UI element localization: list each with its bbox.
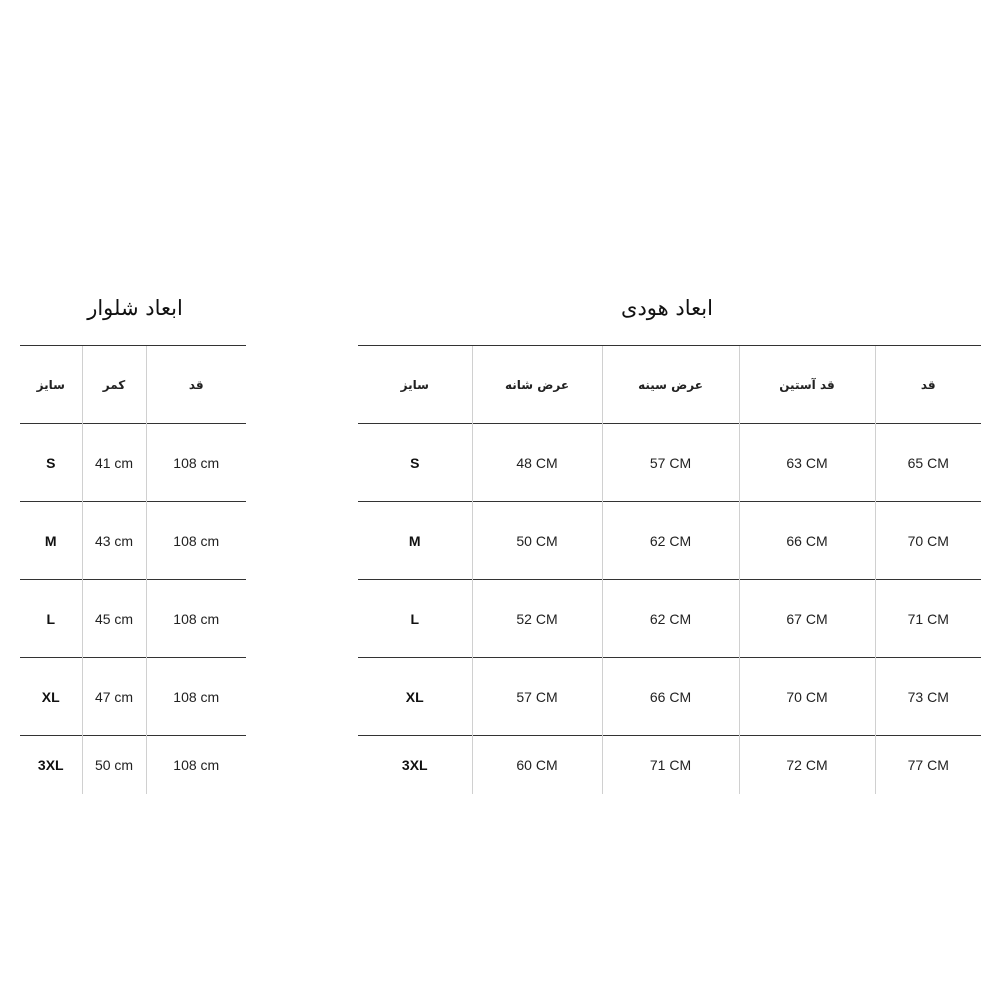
hoodie-header-chest-width: عرض سینه xyxy=(602,346,739,424)
table-row xyxy=(20,658,246,736)
pants-header-row xyxy=(20,346,246,424)
hoodie-chest-cell: 57 CM xyxy=(602,424,739,502)
hoodie-sleeve-cell: 72 CM xyxy=(739,736,875,795)
pants-size-cell: S xyxy=(20,424,82,502)
hoodie-size-cell: M xyxy=(358,502,472,580)
pants-size-cell: 3XL xyxy=(20,736,82,795)
pants-header-size: سایز xyxy=(20,346,82,424)
pants-waist-cell: 41 cm xyxy=(82,424,146,502)
hoodie-sleeve-cell: 66 CM xyxy=(739,502,875,580)
hoodie-shoulder-cell: 50 CM xyxy=(472,502,602,580)
table-row xyxy=(20,502,246,580)
hoodie-chest-cell: 71 CM xyxy=(602,736,739,795)
hoodie-size-cell: 3XL xyxy=(358,736,472,795)
hoodie-sleeve-cell: 63 CM xyxy=(739,424,875,502)
table-row xyxy=(358,658,981,736)
hoodie-length-cell: 77 CM xyxy=(875,736,981,795)
hoodie-length-cell: 71 CM xyxy=(875,580,981,658)
hoodie-sleeve-cell: 67 CM xyxy=(739,580,875,658)
hoodie-header-shoulder-width: عرض شانه xyxy=(472,346,602,424)
table-row xyxy=(358,736,981,795)
pants-table-title: ابعاد شلوار xyxy=(87,296,183,320)
pants-length-cell: 108 cm xyxy=(146,580,246,658)
hoodie-shoulder-cell: 48 CM xyxy=(472,424,602,502)
pants-waist-cell: 47 cm xyxy=(82,658,146,736)
hoodie-length-cell: 73 CM xyxy=(875,658,981,736)
hoodie-header-sleeve-length: قد آستین xyxy=(739,346,875,424)
pants-waist-cell: 45 cm xyxy=(82,580,146,658)
hoodie-size-cell: S xyxy=(358,424,472,502)
hoodie-length-cell: 65 CM xyxy=(875,424,981,502)
hoodie-sleeve-cell: 70 CM xyxy=(739,658,875,736)
pants-size-cell: M xyxy=(20,502,82,580)
pants-length-cell: 108 cm xyxy=(146,736,246,795)
hoodie-shoulder-cell: 57 CM xyxy=(472,658,602,736)
table-row xyxy=(358,580,981,658)
hoodie-shoulder-cell: 52 CM xyxy=(472,580,602,658)
hoodie-size-cell: L xyxy=(358,580,472,658)
pants-size-table xyxy=(20,345,246,794)
hoodie-header-row xyxy=(358,346,981,424)
table-row xyxy=(358,424,981,502)
hoodie-chest-cell: 62 CM xyxy=(602,502,739,580)
pants-waist-cell: 50 cm xyxy=(82,736,146,795)
pants-header-length: قد xyxy=(146,346,246,424)
pants-length-cell: 108 cm xyxy=(146,658,246,736)
hoodie-header-length: قد xyxy=(875,346,981,424)
table-row xyxy=(20,424,246,502)
hoodie-size-table xyxy=(358,345,981,794)
pants-length-cell: 108 cm xyxy=(146,502,246,580)
hoodie-chest-cell: 62 CM xyxy=(602,580,739,658)
hoodie-chest-cell: 66 CM xyxy=(602,658,739,736)
pants-size-cell: XL xyxy=(20,658,82,736)
hoodie-table-title: ابعاد هودی xyxy=(621,296,713,320)
table-row xyxy=(358,502,981,580)
hoodie-shoulder-cell: 60 CM xyxy=(472,736,602,795)
pants-header-waist: کمر xyxy=(82,346,146,424)
table-row xyxy=(20,736,246,795)
pants-length-cell: 108 cm xyxy=(146,424,246,502)
table-row xyxy=(20,580,246,658)
hoodie-length-cell: 70 CM xyxy=(875,502,981,580)
hoodie-header-size: سایز xyxy=(358,346,472,424)
pants-waist-cell: 43 cm xyxy=(82,502,146,580)
pants-size-cell: L xyxy=(20,580,82,658)
hoodie-size-cell: XL xyxy=(358,658,472,736)
